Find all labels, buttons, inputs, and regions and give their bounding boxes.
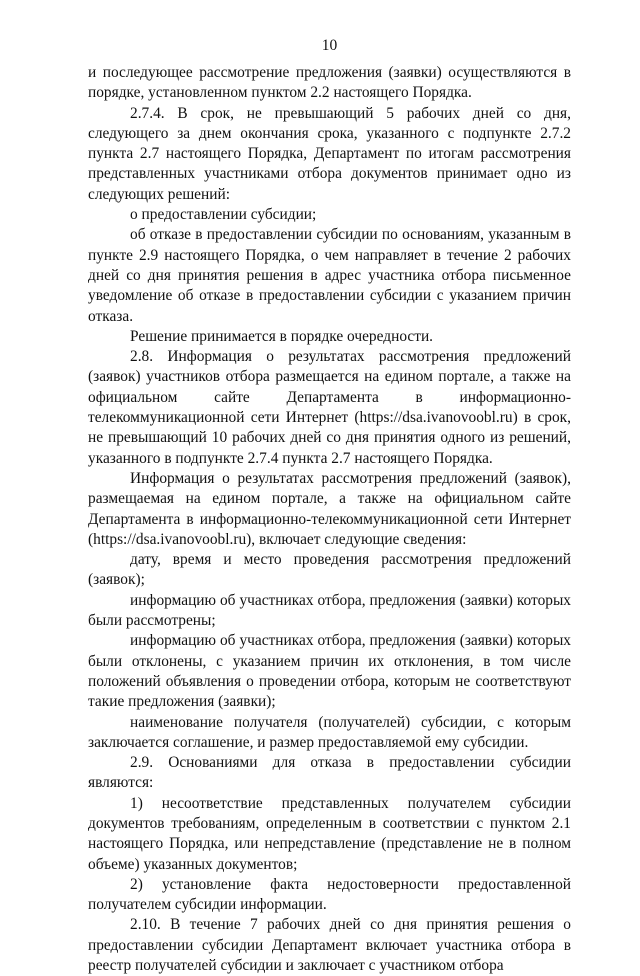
paragraph-item-considered: информацию об участниках отбора, предложения (заявки) которых были рассмотрены;: [88, 591, 571, 630]
paragraph-2-9-item-1: 1) несоответствие представленных получателем субсидии документов требованиям, определенным в соответствии с пунктом 2.1 настоящего Порядка, или непредставление (представление не в полном объеме) указанных документов;: [88, 794, 571, 873]
paragraph-2-9: 2.9. Основаниями для отказа в предоставлении субсидии являются:: [88, 754, 571, 792]
paragraph-order-of-decision: Решение принимается в порядке очередности.: [130, 327, 434, 345]
paragraph-2-10: 2.10. В течение 7 рабочих дней со дня принятия решения о предоставлении субсидии Департамент включает участника отбора в реестр получателей субсидии и заключает с участником отбора: [88, 916, 571, 975]
paragraph-decision-refusal: об отказе в предоставлении субсидии по основаниям, указанным в пункте 2.9 настоящего Порядка, о чем направляет в течение 2 рабочих дней со дня принятия решения в адрес участника отбора письменное уведомление об отказе в предоставлении субсидии с указанием причин отказа.: [88, 226, 571, 325]
paragraph-item-recipient: наименование получателя (получателей) субсидии, с которым заключается соглашение, и размер предоставляемой ему субсидии.: [88, 713, 571, 751]
paragraph-2-9-item-2: 2) установление факта недостоверности предоставленной получателем субсидии информации.: [88, 875, 571, 914]
paragraph-decision-grant: о предоставлении субсидии;: [130, 206, 317, 224]
paragraph-2-7-4: 2.7.4. В срок, не превышающий 5 рабочих дней со дня, следующего за днем окончания срока, указанного с подпункте 2.7.2 пункта 2.7 настоящего Порядка, Департамент по итогам рассмотрения представленных участниками отбора документов принимает одно из следующих решений:: [88, 104, 571, 203]
paragraph-continuation: и последующее рассмотрение предложения (заявки) осуществляются в порядке, установленном пунктом 2.2 настоящего Порядка.: [88, 64, 571, 102]
paragraph-item-date-time-place: дату, время и место проведения рассмотрения предложений (заявок);: [88, 551, 571, 589]
paragraph-information-contents: Информация о результатах рассмотрения предложений (заявок), размещаемая на едином портале, а также на официальном сайте Департамента в информационно-телекоммуникационной сети Интернет (https://dsa.ivanovoobl.ru), включает следующие сведения:: [88, 469, 571, 548]
paragraph-2-8: 2.8. Информация о результатах рассмотрения предложений (заявок) участников отбора размещается на едином портале, а также на официальном сайте Департамента в информационно-телекоммуникационной сети Интернет (https://dsa.ivanovoobl.ru) в срок, не превышающий 10 рабочих дней со дня принятия одного из решений, указанного в подпункте 2.7.4 пункта 2.7 настоящего Порядка.: [88, 348, 571, 467]
document-page: [88, 36, 571, 976]
page-number: 10: [321, 37, 338, 54]
paragraph-item-rejected: информацию об участниках отбора, предложения (заявки) которых были отклонены, с указанием причин их отклонения, в том числе положений объявления о проведении отбора, которым не соответствуют такие предложения (заявки);: [88, 632, 571, 711]
